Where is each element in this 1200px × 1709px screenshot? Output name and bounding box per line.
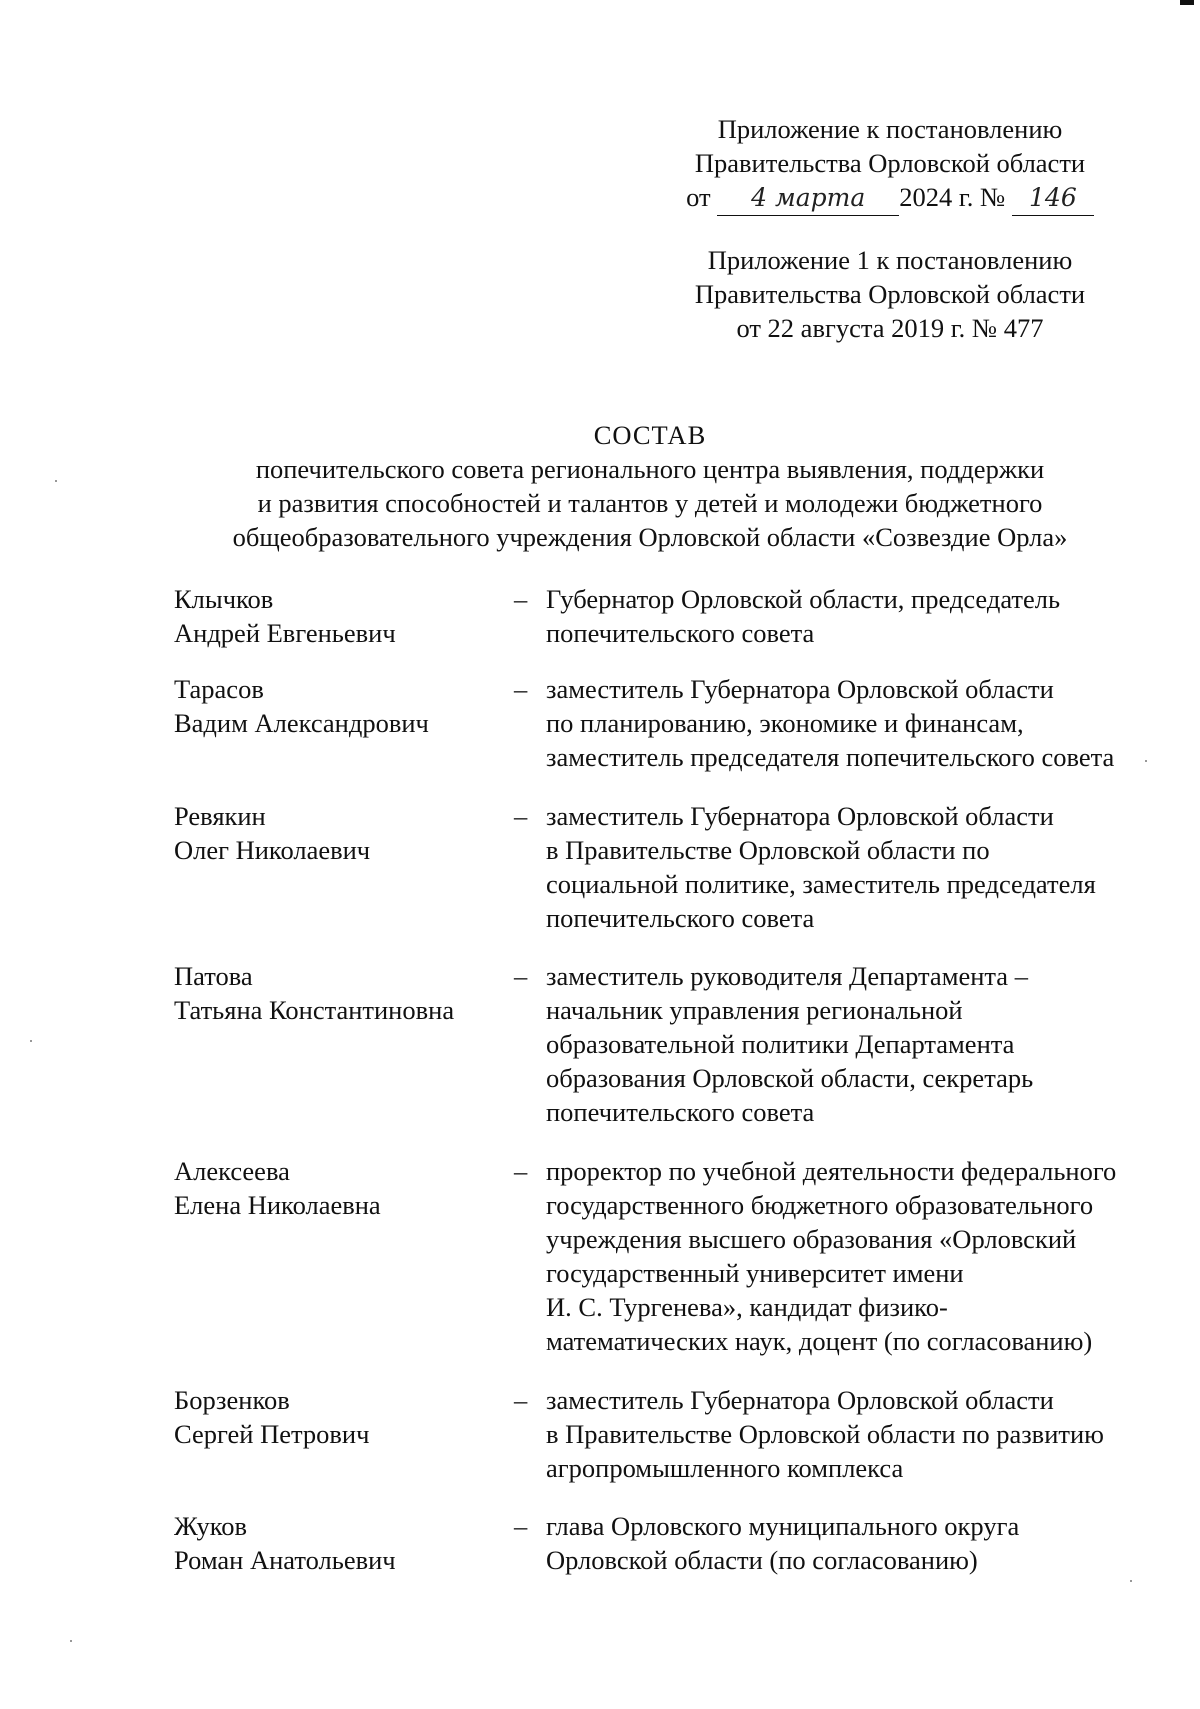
- approval-header-line2: Правительства Орловской области: [694, 148, 1086, 178]
- role-line: математических наук, доцент (по согласованию): [546, 1326, 1093, 1356]
- member-given-names: Олег Николаевич: [174, 835, 371, 865]
- member-dash: –: [514, 1156, 528, 1186]
- document-subtitle-line: и развития способностей и талантов у детей и молодежи бюджетного: [257, 488, 1043, 518]
- member-role: [546, 582, 1164, 650]
- handwritten-number: 146: [1012, 181, 1094, 216]
- scan-speck: [55, 480, 57, 482]
- role-line: заместитель Губернатора Орловской области: [546, 801, 1054, 831]
- member-role: [546, 1154, 1164, 1358]
- original-header-line: Правительства Орловской области: [694, 279, 1086, 309]
- member-surname: Клычков: [174, 584, 274, 614]
- handwritten-date: 4 марта: [717, 181, 899, 216]
- member-dash: –: [514, 674, 528, 704]
- member-dash: –: [514, 1385, 528, 1415]
- role-line: заместитель Губернатора Орловской области: [546, 1385, 1054, 1415]
- role-line: заместитель Губернатора Орловской области: [546, 674, 1054, 704]
- member-name: [174, 582, 514, 650]
- role-line: государственный университет имени: [546, 1258, 964, 1288]
- member-surname: Тарасов: [174, 674, 264, 704]
- approval-header-line3: [640, 180, 1140, 216]
- member-role: [546, 672, 1164, 774]
- scan-speck: [30, 1040, 32, 1042]
- member-dash: –: [514, 801, 528, 831]
- approval-header-line1: Приложение к постановлению: [717, 114, 1063, 144]
- member-dash: –: [514, 1511, 528, 1541]
- role-line: образования Орловской области, секретарь: [546, 1063, 1034, 1093]
- member-surname: Жуков: [174, 1511, 247, 1541]
- member-given-names: Андрей Евгеньевич: [174, 618, 396, 648]
- role-line: начальник управления региональной: [546, 995, 963, 1025]
- original-header-line: Приложение 1 к постановлению: [707, 245, 1073, 275]
- scan-speck: [1130, 1580, 1132, 1582]
- role-line: Орловской области (по согласованию): [546, 1545, 978, 1575]
- role-line: заместитель руководителя Департамента –: [546, 961, 1028, 991]
- member-given-names: Вадим Александрович: [174, 708, 429, 738]
- role-line: по планированию, экономике и финансам,: [546, 708, 1024, 738]
- role-line: попечительского совета: [546, 903, 815, 933]
- original-header-line: от 22 августа 2019 г. № 477: [736, 313, 1044, 343]
- document-title-block: [140, 418, 1160, 554]
- member-surname: Борзенков: [174, 1385, 290, 1415]
- member-name: [174, 1154, 514, 1358]
- document-title: СОСТАВ: [593, 420, 707, 450]
- role-line: заместитель председателя попечительского совета: [546, 742, 1115, 772]
- role-line: И. С. Тургенева», кандидат физико-: [546, 1292, 948, 1322]
- role-line: агропромышленного комплекса: [546, 1453, 904, 1483]
- member-row: [174, 582, 1164, 650]
- member-role: [546, 1383, 1164, 1485]
- member-row: [174, 1383, 1164, 1485]
- role-line: проректор по учебной деятельности федерального: [546, 1156, 1117, 1186]
- member-row: [174, 672, 1164, 774]
- member-name: [174, 1509, 514, 1577]
- role-line: в Правительстве Орловской области по: [546, 835, 990, 865]
- member-role: [546, 1509, 1164, 1577]
- member-name: [174, 1383, 514, 1485]
- council-members-list: [174, 582, 1164, 1577]
- scan-speck: [1145, 760, 1147, 762]
- member-given-names: Татьяна Константиновна: [174, 995, 455, 1025]
- role-line: государственного бюджетного образовательного: [546, 1190, 1094, 1220]
- member-role: [546, 799, 1164, 935]
- member-surname: Патова: [174, 961, 253, 991]
- approval-header: [640, 112, 1140, 216]
- member-surname: Алексеева: [174, 1156, 290, 1186]
- member-row: [174, 959, 1164, 1129]
- member-dash: –: [514, 961, 528, 991]
- member-row: [174, 1154, 1164, 1358]
- member-given-names: Роман Анатольевич: [174, 1545, 396, 1575]
- role-line: Губернатор Орловской области, председатель: [546, 584, 1061, 614]
- member-role: [546, 959, 1164, 1129]
- role-line: попечительского совета: [546, 618, 815, 648]
- approval-date-prefix: от: [686, 182, 711, 212]
- role-line: глава Орловского муниципального округа: [546, 1511, 1020, 1541]
- member-row: [174, 799, 1164, 935]
- member-name: [174, 799, 514, 935]
- member-dash: –: [514, 584, 528, 614]
- member-given-names: Сергей Петрович: [174, 1419, 370, 1449]
- document-subtitle-line: общеобразовательного учреждения Орловской области «Созвездие Орла»: [232, 522, 1068, 552]
- role-line: социальной политике, заместитель председателя: [546, 869, 1096, 899]
- scan-corner-mark: [1180, 0, 1194, 5]
- member-row: [174, 1509, 1164, 1577]
- member-name: [174, 959, 514, 1129]
- role-line: в Правительстве Орловской области по развитию: [546, 1419, 1104, 1449]
- member-name: [174, 672, 514, 774]
- member-given-names: Елена Николаевна: [174, 1190, 381, 1220]
- role-line: попечительского совета: [546, 1097, 815, 1127]
- role-line: учреждения высшего образования «Орловский: [546, 1224, 1077, 1254]
- scan-speck: [70, 1640, 72, 1642]
- original-header: [640, 243, 1140, 345]
- document-subtitle-line: попечительского совета регионального центра выявления, поддержки: [255, 454, 1045, 484]
- role-line: образовательной политики Департамента: [546, 1029, 1015, 1059]
- member-surname: Ревякин: [174, 801, 266, 831]
- approval-year-text: 2024 г. №: [899, 182, 1006, 212]
